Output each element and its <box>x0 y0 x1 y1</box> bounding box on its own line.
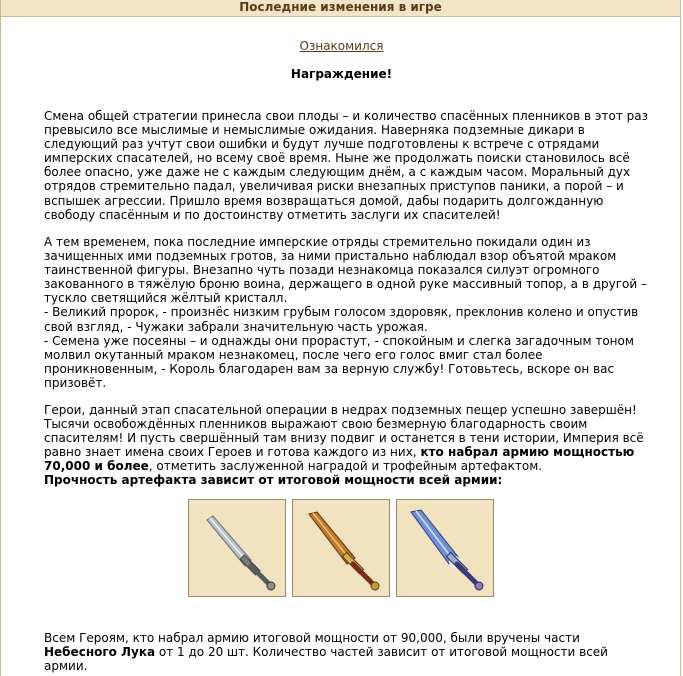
panel-header <box>1 0 680 17</box>
artifact-bronze-dagger[interactable] <box>292 499 390 597</box>
story-line-2: - Семена уже посеяны – и однажды они прорастут, - спокойным и слегка загадочным тоном молвил окутанный мраком незнакомец, после чего его голос вмиг стал более проникновенным, - Король благодарен вам за верную службу! Готовьтесь, вскоре он вас призовёт. <box>44 333 634 390</box>
acknowledge-row <box>1 39 682 53</box>
paragraph-bow-reward <box>44 631 654 673</box>
acknowledge-link[interactable]: Ознакомился <box>299 39 384 53</box>
paragraph-story <box>44 235 654 390</box>
crystal-dagger-icon <box>397 500 493 596</box>
bow-text-1: Всем Героям, кто набрал армию итоговой мощности от 90,000, были вручены части <box>44 631 580 645</box>
news-title: Награждение! <box>290 67 393 81</box>
artifact-crystal-dagger[interactable] <box>396 499 494 597</box>
bronze-dagger-icon <box>293 500 389 596</box>
reward-text-2: , отметить заслуженной наградой и трофейным артефактом. <box>148 459 543 474</box>
artifact-steel-dagger[interactable] <box>188 499 286 597</box>
artifact-durability-note: Прочность артефакта зависит от итоговой мощности всей армии: <box>44 473 503 488</box>
story-line-1: - Великий пророк, - произнёс низким грубым голосом здоровяк, преклонив колено и опустив свой взгляд, - Чужаки забрали значительную часть урожая. <box>44 305 639 334</box>
bow-item-name: Небесного Лука <box>44 645 156 660</box>
bow-text-2: от 1 до 20 шт. Количество частей зависит от итоговой мощности всей армии. <box>44 645 608 674</box>
panel-title: Последние изменения в игре <box>239 0 442 14</box>
reward-text-1: Герои, данный этап спасательной операции в недрах подземных пещер успешно завершён! Тысячи освобождённых пленников выражают свою безмерную благодарность своим спасителям! И пусть свершённый там внизу подвиг и останется в тени истории, Империя всё равно знает имена своих Героев и готова каждого из них, <box>44 403 644 460</box>
paragraph-intro: Смена общей стратегии принесла свои плоды – и количество спасённых пленников в этот раз превысило все мыслимые и немыслимые ожидания. Наверняка подземные дикари в следующий раз учтут свои ошибки и будут лучше подготовлены к встрече с отрядами имперских спасателей, но всему своё время. Ныне же продолжать поиски становилось всё более опасно, уже даже не с каждым следующим днём, а с каждым часом. Моральный дух отрядов стремительно падал, увеличивая риски внезапных приступов паники, а порой – и вспышек агрессии. Пришло время возвращаться домой, дабы подарить долгожданную свободу спасённым и по достоинству отметить заслуги их спасителей! <box>44 109 648 222</box>
paragraph-reward <box>44 403 654 488</box>
steel-dagger-icon <box>189 500 285 596</box>
reward-condition: кто набрал армию мощностью 70,000 и более <box>44 445 635 474</box>
story-intro: А тем временем, пока последние имперские отряды стремительно покидали один из зачищенных ими подземных гротов, за ними пристально наблюдал взор объятой мраком таинственной фигуры. Внезапно чуть позади незнакомца показался силуэт огромного закованного в тяжёлую броню воина, держащего в одной руке массивный топор, а в другой – тускло светящийся жёлтый кристалл. <box>44 235 647 306</box>
